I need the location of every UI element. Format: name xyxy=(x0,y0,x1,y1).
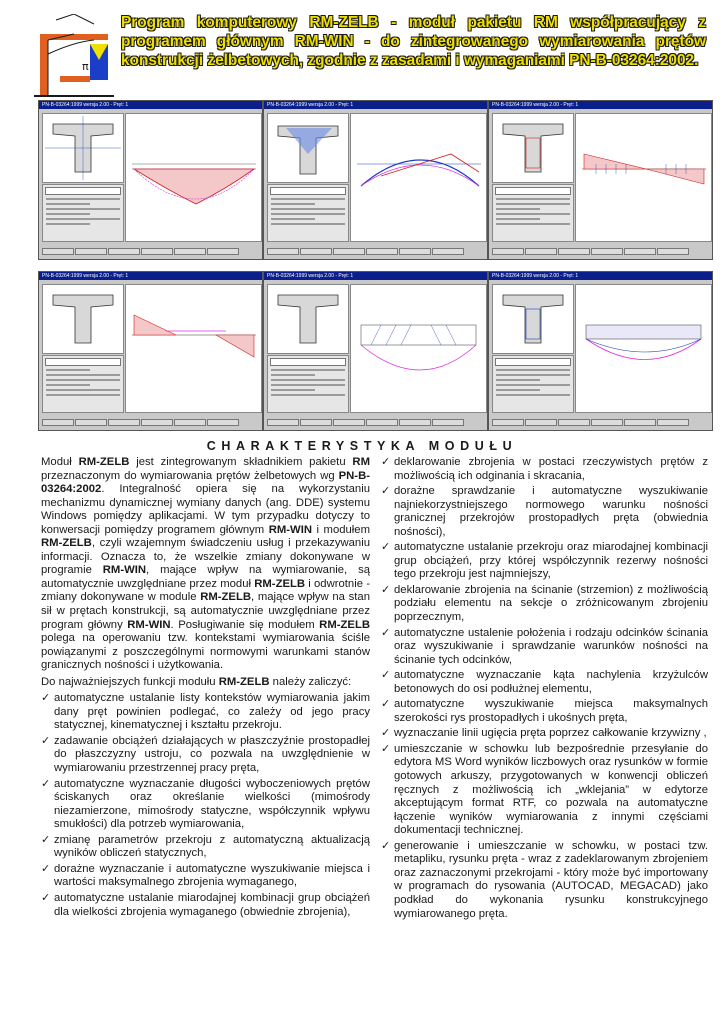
list-item-text: automatyczne ustalanie miarodajnej kombinacji grup obciążeń dla wielkości zbrojenia wymaganego (obwiednie zbrojenia), xyxy=(54,891,370,918)
check-icon: ✓ xyxy=(41,692,51,705)
feature-list-right xyxy=(381,456,708,921)
list-item-text: zmianę parametrów przekroju z automatyczną aktualizacją wyników obliczeń statycznych, xyxy=(54,833,370,860)
list-item-text: automatyczne wyszukiwanie miejsca maksymalnych szerokości rys prostopadłych i ukośnych pręta, xyxy=(394,698,708,724)
check-icon: ✓ xyxy=(41,862,51,875)
cross-section-view xyxy=(42,113,124,183)
settings-panel xyxy=(267,355,349,413)
bold-text: RM-ZELB xyxy=(218,675,270,688)
check-icon: ✓ xyxy=(41,833,51,846)
list-item-text: automatyczne ustalenie położenia i rodzaju odcinków ścinania oraz wyszukiwanie i sprawdzanie warunków nośności na ścinanie tych odcinków, xyxy=(394,626,708,666)
text-run: , mające wpływ na wymiarowanie, są automatycznie uwzględniane przez moduł xyxy=(41,564,370,590)
check-icon: ✓ xyxy=(381,727,391,740)
text-run: i modułem xyxy=(312,523,370,536)
cross-section-view xyxy=(492,113,574,183)
list-item-text: deklarowanie zbrojenia w postaci rzeczywistych prętów z możliwością ich odginania i skracania, xyxy=(394,456,708,482)
window-titlebar: PN-B-03264:1999 wersja 2.00 - Pręt: 1 xyxy=(489,101,712,109)
settings-panel xyxy=(42,355,124,413)
check-icon: ✓ xyxy=(41,734,51,747)
intro-paragraph xyxy=(41,456,370,673)
functions-intro xyxy=(41,676,370,690)
context-select[interactable] xyxy=(495,358,571,366)
list-item xyxy=(381,669,708,696)
bold-text: RM-WIN xyxy=(102,564,147,577)
list-item xyxy=(41,778,370,832)
cross-section-view xyxy=(267,113,349,183)
list-item-text: dorażne wyznaczanie i automatyczne wyszukiwanie miejsca i wartości maksymalnego zbrojenia wymaganego, xyxy=(54,862,370,889)
button-row xyxy=(267,413,484,427)
window-titlebar: PN-B-03264:1999 wersja 2.00 - Pręt: 1 xyxy=(489,272,712,280)
check-icon: ✓ xyxy=(381,626,391,639)
check-icon: ✓ xyxy=(381,485,391,498)
list-item xyxy=(381,698,708,725)
context-select[interactable] xyxy=(495,187,571,195)
list-item xyxy=(41,834,370,861)
context-select[interactable] xyxy=(270,187,346,195)
button-row xyxy=(42,413,259,427)
list-item xyxy=(381,456,708,483)
shear-force-diagram xyxy=(125,284,262,413)
button-row xyxy=(267,242,484,256)
left-column xyxy=(41,456,370,921)
bold-text: PN-B-03264:2002 xyxy=(41,469,370,496)
window-titlebar: PN-B-03264:1999 wersja 2.00 - Pręt: 1 xyxy=(39,101,262,109)
list-item-text: zadawanie obciążeń działających w płaszczyźnie prostopadłej do płaszczyzny ustroju, co pozwala na uwzględnienie w wymiarowaniu przestrzennej pracy pręta, xyxy=(54,734,370,775)
list-item xyxy=(381,743,708,838)
text-run: jest zintegrowanym składnikiem pakietu xyxy=(129,456,353,468)
text-run: . Posługiwanie się modułem xyxy=(170,618,320,631)
list-item xyxy=(41,863,370,890)
text-run: polega na operowaniu tzw. kontekstami wymiarowania ściśle powiązanymi z poszczególnymi normowymi warunkami stanów granicznych nośności i użytkowania. xyxy=(41,632,370,672)
text-run: należy zaliczyć: xyxy=(269,675,352,688)
text-run: , czyli wzajemnym świadczeniu usług i przekazywaniu informacji. Oznacza to, że wszelkie zmiany dokonywane w programie xyxy=(41,537,370,577)
bold-text: RM-ZELB xyxy=(200,591,252,604)
list-item xyxy=(41,692,370,733)
list-item-text: deklarowanie zbrojenia na ścinanie (strzemion) z możliwością podziału elementu na sekcje o zróżnicowanym zbrojeniu poprzecznym, xyxy=(394,583,708,624)
text-run: i odwrotnie - zmiany dokonywane w module xyxy=(41,577,370,604)
deflection-diagram xyxy=(575,284,712,413)
screenshot-zarysowanie xyxy=(263,271,488,431)
context-select[interactable] xyxy=(270,358,346,366)
check-icon: ✓ xyxy=(381,583,391,596)
screenshot-nosnosc xyxy=(263,100,488,260)
check-icon: ✓ xyxy=(381,839,391,852)
list-item xyxy=(381,840,708,921)
bold-text: RM-ZELB xyxy=(254,577,306,590)
text-run: Do najważniejszych funkcji modułu xyxy=(41,675,219,688)
settings-panel xyxy=(492,184,574,242)
screenshot-zbrojenie-glowne xyxy=(38,100,263,260)
check-icon: ✓ xyxy=(41,891,51,904)
list-item xyxy=(381,727,708,741)
context-select[interactable] xyxy=(45,187,121,195)
list-item-text: generowanie i umieszczanie w schowku, w postaci tzw. metapliku, rysunku pręta - wraz z zadeklarowanym zbrojeniem oraz zaznaczonymi przekrojami - który może być importowany w programach do rysowania (AUTOCAD, MEGACAD) jako podkład do wykonania rysunku konstrukcyjnego wymiarowanego pręta. xyxy=(394,839,708,920)
window-titlebar: PN-B-03264:1999 wersja 2.00 - Pręt: 1 xyxy=(264,272,487,280)
list-item-text: automatyczne wyznaczanie długości wyboczeniowych prętów ściskanych oraz określanie wielkości (mimośrody niezamierzone, mimośrody statyczne, współczynnik wpływu smukłości) dla potrzeb wymiarowania, xyxy=(54,777,370,831)
screenshot-scinanie xyxy=(38,271,263,431)
list-item xyxy=(41,892,370,919)
check-icon: ✓ xyxy=(381,669,391,682)
crane-frame-logo xyxy=(34,14,114,100)
bold-text: RM xyxy=(352,456,370,468)
list-item-text: umieszczanie w schowku lub bezpośrednie przesyłanie do edytora MS Word wyników liczbowych oraz rysunków w formie gotowych arkuszy, przygotowanych w konwencji obliczeń ręcznych z możliwością ich „wklejania” w edytorze akceptującym format RTF, co pozwala na automatyczne łączenie wyników wymiarowania z innymi częściami dokumentacji technicznej. xyxy=(394,742,708,837)
text-run: przeznaczonym do wymiarowania prętów żelbetowych wg xyxy=(41,469,339,482)
list-item xyxy=(381,627,708,668)
screenshot-zbrojenie-poprzeczne xyxy=(488,100,713,260)
check-icon: ✓ xyxy=(381,698,391,711)
crack-diagram xyxy=(350,284,487,413)
cross-section-view xyxy=(492,284,574,354)
list-item-text: automatyczne ustalanie przekroju oraz miarodajnej kombinacji grup obciążeń, przy której współczynnik rezerwy nośności tego przekroju jest najmniejszy, xyxy=(394,541,708,581)
screenshot-ugiecia xyxy=(488,271,713,431)
bold-text: RM-ZELB xyxy=(319,618,370,631)
right-column xyxy=(381,456,708,923)
page-title: Program komputerowy RM-ZELB - moduł pakietu RM współpracujący z programem głównym RM-WIN - do zintegrowanego wymiarowania prętów konstrukcji żelbetowych, zgodnie z zasadami i wymaganiami PN-B-03264:2002. xyxy=(121,14,706,69)
bold-text: RM-WIN xyxy=(127,618,171,631)
check-icon: ✓ xyxy=(381,742,391,755)
list-item xyxy=(381,485,708,539)
settings-panel xyxy=(42,184,124,242)
button-row xyxy=(492,242,709,256)
check-icon: ✓ xyxy=(381,456,391,468)
settings-panel xyxy=(267,184,349,242)
text-run: . Integralność opiera się na wykorzystaniu mechanizmu dynamicznej wymiany danych (ang. DDE) systemu Windows pomiędzy aplikacjami. W tym przypadku dotyczy to konwersacji pomiędzy programem głównym xyxy=(41,483,370,536)
bold-text: RM-ZELB xyxy=(78,456,130,468)
feature-list-left xyxy=(41,692,370,919)
cross-section-view xyxy=(267,284,349,354)
list-item xyxy=(381,541,708,582)
bold-text: RM-ZELB xyxy=(41,537,92,550)
svg-text:π: π xyxy=(82,60,89,73)
check-icon: ✓ xyxy=(381,541,391,554)
text-run: , mające wpływ na stan sił w prętach konstrukcji, są automatycznie uwzględniane przez program główny xyxy=(41,591,370,631)
window-titlebar: PN-B-03264:1999 wersja 2.00 - Pręt: 1 xyxy=(39,272,262,280)
settings-panel xyxy=(492,355,574,413)
list-item xyxy=(381,584,708,625)
text-run: Moduł xyxy=(41,456,79,468)
list-item-text: wyznaczanie linii ugięcia pręta poprzez całkowanie krzywizny , xyxy=(394,727,707,740)
list-item-text: dorażne sprawdzanie i automatyczne wyszukiwanie najniekorzystniejszego normowego warunku nośności granicznej przekrojów prostopadłych pręta (obwiednia nośności), xyxy=(394,485,708,538)
check-icon: ✓ xyxy=(41,777,51,790)
section-heading: CHARAKTERYSTYKA MODUŁU xyxy=(206,439,518,453)
cross-section-view xyxy=(42,284,124,354)
list-item-text: automatyczne wyznaczanie kąta nachylenia krzyżulców betonowych do osi podłużnej elementu, xyxy=(394,669,708,695)
window-titlebar: PN-B-03264:1999 wersja 2.00 - Pręt: 1 xyxy=(264,101,487,109)
button-row xyxy=(42,242,259,256)
list-item-text: automatyczne ustalanie listy kontekstów wymiarowania jakim dany pręt powinien podlegać, co zależy od jego pracy statycznej, kinematycznej i kształtu przekroju. xyxy=(54,692,370,732)
shear-diagram xyxy=(575,113,712,242)
capacity-diagram xyxy=(350,113,487,242)
moment-diagram xyxy=(125,113,262,242)
button-row xyxy=(492,413,709,427)
bold-text: RM-WIN xyxy=(268,523,313,536)
context-select[interactable] xyxy=(45,358,121,366)
list-item xyxy=(41,735,370,776)
